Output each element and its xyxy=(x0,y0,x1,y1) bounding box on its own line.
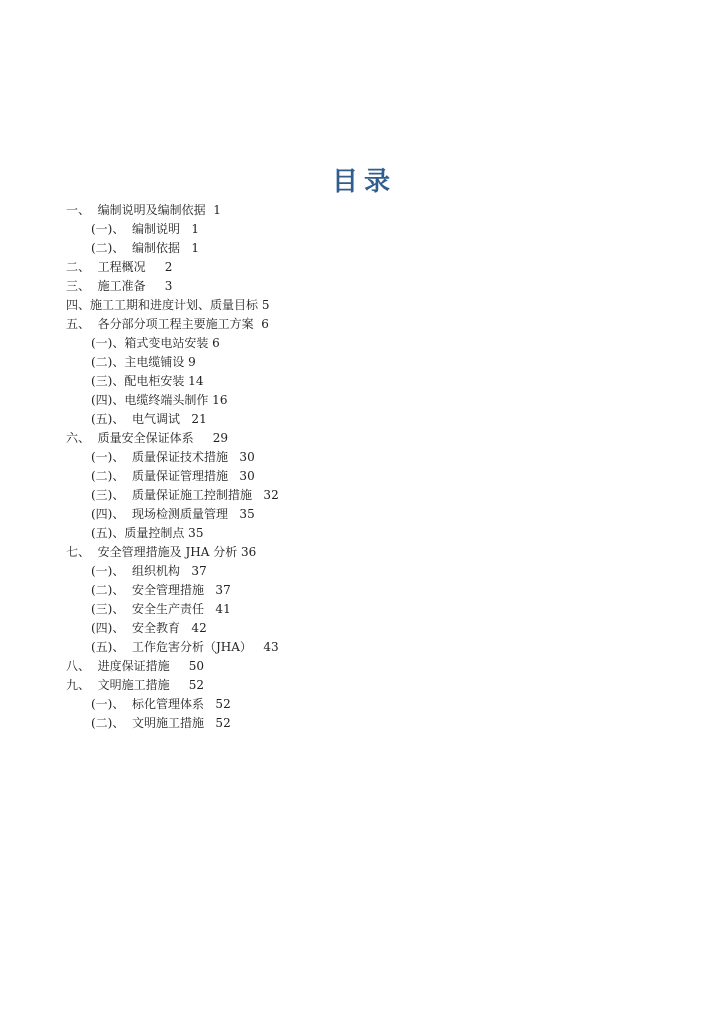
toc-section-entry[interactable]: 八、 进度保证措施 50 xyxy=(66,659,204,673)
toc-subsection-entry[interactable]: (二)、 文明施工措施 52 xyxy=(91,716,231,730)
toc-section-entry[interactable]: 六、 质量安全保证体系 29 xyxy=(66,431,228,445)
toc-subsection-entry[interactable]: (一)、箱式变电站安装 6 xyxy=(91,336,220,350)
toc-subsection-entry[interactable]: (二)、 安全管理措施 37 xyxy=(91,583,231,597)
toc-subsection-entry[interactable]: (五)、 工作危害分析（JHA） 43 xyxy=(91,640,279,654)
toc-subsection-entry[interactable]: (五)、质量控制点 35 xyxy=(91,526,204,540)
toc-subsection-entry[interactable]: (四)、电缆终端头制作 16 xyxy=(91,393,228,407)
toc-list xyxy=(66,201,279,733)
toc-section-entry[interactable]: 三、 施工准备 3 xyxy=(66,279,173,293)
toc-subsection-entry[interactable]: (四)、 现场检测质量管理 35 xyxy=(91,507,255,521)
toc-section-entry[interactable]: 七、 安全管理措施及 JHA 分析 36 xyxy=(66,545,257,559)
toc-subsection-entry[interactable]: (四)、 安全教育 42 xyxy=(91,621,207,635)
toc-subsection-entry[interactable]: (一)、 组织机构 37 xyxy=(91,564,207,578)
toc-section-entry[interactable]: 九、 文明施工措施 52 xyxy=(66,678,204,692)
toc-section-entry[interactable]: 四、施工工期和进度计划、质量目标 5 xyxy=(66,298,270,312)
toc-subsection-entry[interactable]: (一)、 标化管理体系 52 xyxy=(91,697,231,711)
toc-subsection-entry[interactable]: (二)、主电缆铺设 9 xyxy=(91,355,196,369)
toc-section-entry[interactable]: 一、 编制说明及编制依据 1 xyxy=(66,203,221,217)
toc-subsection-entry[interactable]: (三)、配电柜安装 14 xyxy=(91,374,204,388)
toc-title: 目录 xyxy=(331,167,396,197)
toc-subsection-entry[interactable]: (三)、 安全生产责任 41 xyxy=(91,602,231,616)
toc-subsection-entry[interactable]: (二)、 编制依据 1 xyxy=(91,241,200,255)
toc-subsection-entry[interactable]: (三)、 质量保证施工控制措施 32 xyxy=(91,488,279,502)
toc-section-entry[interactable]: 二、 工程概况 2 xyxy=(66,260,173,274)
toc-subsection-entry[interactable]: (一)、 编制说明 1 xyxy=(91,222,200,236)
toc-subsection-entry[interactable]: (一)、 质量保证技术措施 30 xyxy=(91,450,255,464)
toc-section-entry[interactable]: 五、 各分部分项工程主要施工方案 6 xyxy=(66,317,269,331)
toc-subsection-entry[interactable]: (二)、 质量保证管理措施 30 xyxy=(91,469,255,483)
toc-subsection-entry[interactable]: (五)、 电气调试 21 xyxy=(91,412,207,426)
